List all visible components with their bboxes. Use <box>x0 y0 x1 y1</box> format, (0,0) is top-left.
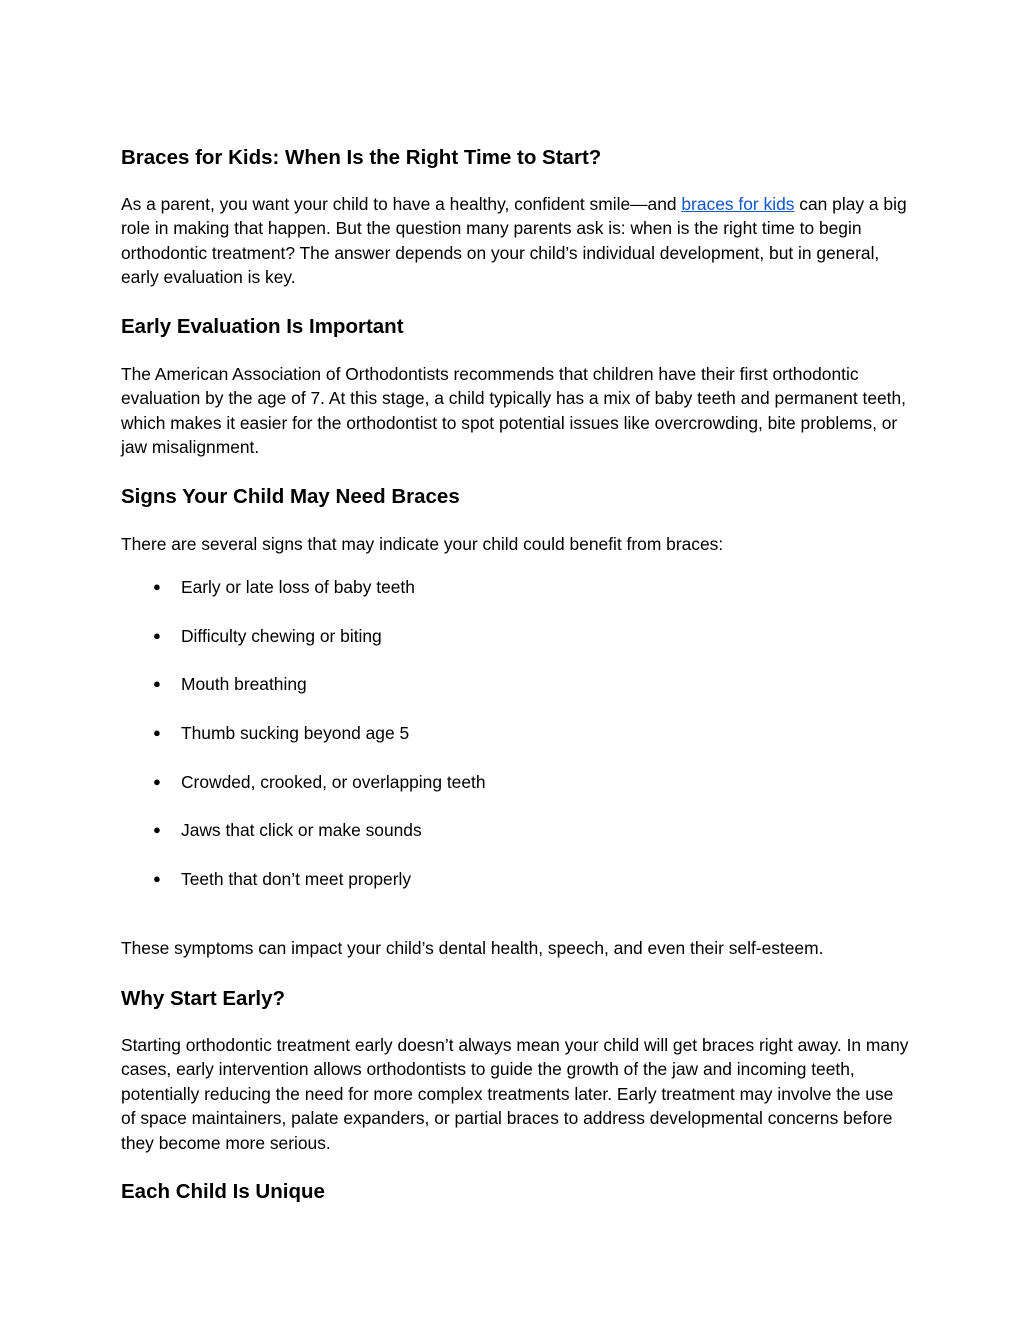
heading-signs: Signs Your Child May Need Braces <box>121 485 460 508</box>
bullet-icon: ● <box>153 676 161 692</box>
early-evaluation-paragraph: The American Association of Orthodontists recommends that children have their first orthodontic evaluation by the age of 7. At this stage, a child typically has a mix of baby teeth and permanent teeth, which makes it easier for the orthodontist to spot potential issues like overcrowding, bite problems, or jaw misalignment. <box>121 364 906 458</box>
why-start-early-paragraph: Starting orthodontic treatment early doesn’t always mean your child will get braces right away. In many cases, early intervention allows orthodontists to guide the growth of the jaw and incoming teeth, potentially reducing the need for more complex treatments later. Early treatment may involve the use of space maintainers, palate expanders, or partial braces to address developmental concerns before they become more serious. <box>121 1035 909 1153</box>
list-item-text: Mouth breathing <box>181 674 307 695</box>
list-item <box>121 672 911 721</box>
list-item <box>121 575 911 624</box>
intro-paragraph <box>121 192 911 290</box>
list-item <box>121 867 911 916</box>
bullet-icon: ● <box>153 627 161 643</box>
heading-each-child-unique: Each Child Is Unique <box>121 1180 325 1203</box>
list-item <box>121 770 911 819</box>
bullet-icon: ● <box>153 725 161 741</box>
list-item <box>121 624 911 673</box>
list-item-text: Difficulty chewing or biting <box>181 625 382 646</box>
list-item-text: Teeth that don’t meet properly <box>181 869 412 890</box>
intro-text-before-link: As a parent, you want your child to have a healthy, confident smile—and <box>121 194 682 214</box>
list-item <box>121 721 911 770</box>
list-item-text: Crowded, crooked, or overlapping teeth <box>181 771 486 792</box>
braces-for-kids-link[interactable]: braces for kids <box>681 194 795 214</box>
bullet-icon: ● <box>153 822 161 838</box>
signs-list <box>121 575 911 916</box>
bullet-icon: ● <box>153 773 161 789</box>
list-item-text: Jaws that click or make sounds <box>181 820 422 841</box>
document-title: Braces for Kids: When Is the Right Time to Start? <box>121 146 602 169</box>
heading-why-start-early: Why Start Early? <box>121 987 286 1010</box>
intro-text-after-link: can play a big role in making that happen. But the question many parents ask is: when is the right time to begin orthodontic treatment? The answer depends on your child’s individual development, but in general, early evaluation is key. <box>121 194 907 288</box>
bullet-icon: ● <box>153 579 161 594</box>
list-item <box>121 818 911 867</box>
bullet-icon: ● <box>153 871 161 887</box>
heading-early-evaluation: Early Evaluation Is Important <box>121 315 404 338</box>
signs-closing-paragraph: These symptoms can impact your child’s dental health, speech, and even their self-esteem. <box>121 938 824 958</box>
list-item-text: Early or late loss of baby teeth <box>181 577 415 597</box>
list-item-text: Thumb sucking beyond age 5 <box>181 723 410 744</box>
signs-lead-paragraph: There are several signs that may indicate your child could benefit from braces: <box>121 534 724 554</box>
